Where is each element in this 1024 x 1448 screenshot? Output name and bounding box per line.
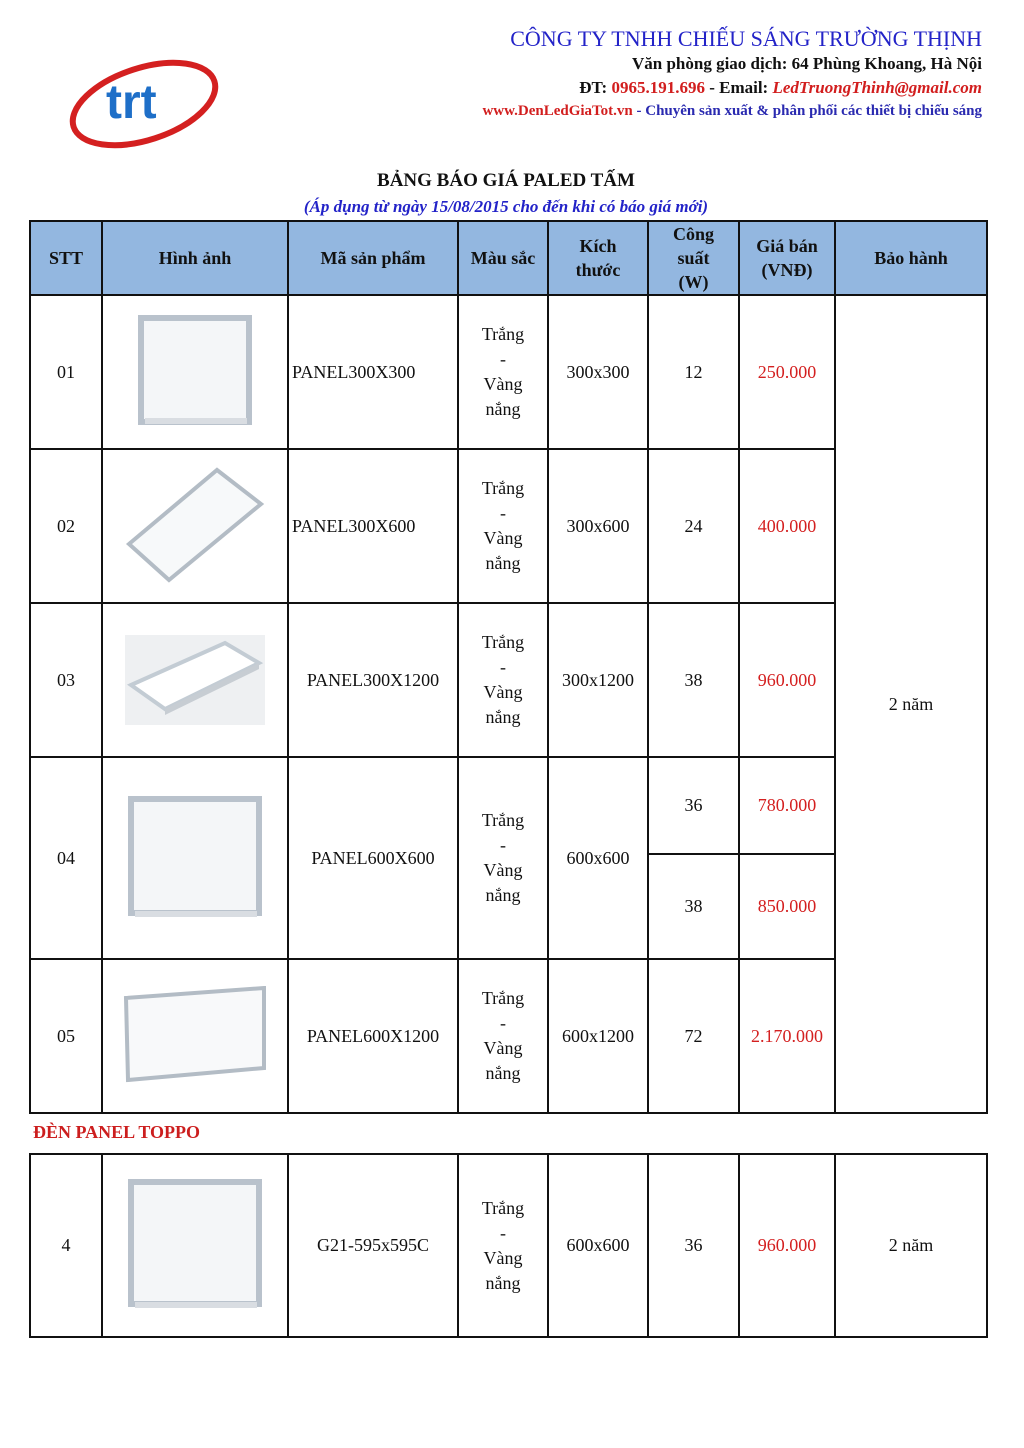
- product-image: [102, 603, 288, 757]
- document-title: BẢNG BÁO GIÁ PALED TẤM: [377, 170, 635, 191]
- cell-code: PANEL600X1200: [288, 959, 458, 1113]
- price-table: [29, 220, 988, 1114]
- company-address: Văn phòng giao dịch: 64 Phùng Khoang, Hà Nội: [631, 54, 982, 73]
- section-title: ĐÈN PANEL TOPPO: [33, 1122, 201, 1142]
- website-link[interactable]: www.DenLedGiaTot.vn: [482, 103, 633, 119]
- cell-power: 24: [648, 449, 739, 603]
- cell-color: Trắng - Vàng nắng: [458, 449, 548, 603]
- cell-stt: 03: [30, 603, 102, 757]
- cell-power: 38: [648, 603, 739, 757]
- header-image: Hình ảnh: [102, 221, 288, 295]
- panel-long-image: [125, 635, 265, 725]
- header-code: Mã sản phẩm: [288, 221, 458, 295]
- cell-price: 2.170.000: [739, 959, 835, 1113]
- panel-square-image: [135, 314, 255, 430]
- cell-code: PANEL300X600: [288, 449, 458, 603]
- cell-power: 38: [648, 854, 739, 959]
- table-row: [30, 295, 987, 449]
- cell-price: 850.000: [739, 854, 835, 959]
- header-power: Công suất (W): [648, 221, 739, 295]
- header-price: Giá bán (VNĐ): [739, 221, 835, 295]
- cell-warranty: 2 năm: [835, 1154, 987, 1337]
- cell-color: Trắng - Vàng nắng: [458, 1154, 548, 1337]
- logo-text: trt: [106, 76, 157, 129]
- company-contact: [482, 76, 982, 100]
- product-image: [102, 449, 288, 603]
- product-image: [102, 757, 288, 959]
- cell-size: 300x1200: [548, 603, 648, 757]
- email-address: LedTruongThinh@gmail.com: [772, 78, 982, 97]
- company-logo: [66, 58, 222, 154]
- document-subtitle: (Áp dụng từ ngày 15/08/2015 cho đến khi có báo giá mới): [303, 197, 709, 216]
- company-name: CÔNG TY TNHH CHIẾU SÁNG TRƯỜNG THỊNH: [510, 26, 982, 51]
- header-warranty: Bảo hành: [835, 221, 987, 295]
- cell-size: 600x1200: [548, 959, 648, 1113]
- company-header: [482, 26, 982, 122]
- cell-code: PANEL300X1200: [288, 603, 458, 757]
- cell-power: 36: [648, 1154, 739, 1337]
- header-color: Màu sắc: [458, 221, 548, 295]
- panel-toppo-image: [125, 1176, 265, 1316]
- cell-code: PANEL600X600: [288, 757, 458, 959]
- cell-color: Trắng - Vàng nắng: [458, 295, 548, 449]
- cell-stt: 04: [30, 757, 102, 959]
- cell-price: 400.000: [739, 449, 835, 603]
- email-label: - Email:: [704, 78, 773, 97]
- cell-warranty: 2 năm: [835, 295, 987, 1113]
- cell-size: 300x600: [548, 449, 648, 603]
- cell-price: 960.000: [739, 1154, 835, 1337]
- cell-price: 960.000: [739, 603, 835, 757]
- cell-price: 250.000: [739, 295, 835, 449]
- cell-power: 12: [648, 295, 739, 449]
- cell-color: Trắng - Vàng nắng: [458, 603, 548, 757]
- cell-stt: 4: [30, 1154, 102, 1337]
- product-image: [102, 959, 288, 1113]
- toppo-table: [29, 1153, 988, 1338]
- cell-code: G21-595x595C: [288, 1154, 458, 1337]
- product-image: [102, 1154, 288, 1337]
- phone-number: 0965.191.696: [611, 78, 705, 97]
- product-image: [102, 295, 288, 449]
- phone-label: ĐT:: [579, 78, 612, 97]
- header-size: Kích thước: [548, 221, 648, 295]
- header-stt: STT: [30, 221, 102, 295]
- cell-size: 600x600: [548, 1154, 648, 1337]
- cell-code: PANEL300X300: [288, 295, 458, 449]
- panel-rect-tilted-image: [125, 466, 265, 586]
- cell-color: Trắng - Vàng nắng: [458, 757, 548, 959]
- cell-size: 300x300: [548, 295, 648, 449]
- panel-square-large-image: [125, 793, 265, 923]
- company-slogan: - Chuyên sản xuất & phân phối các thiết bị chiếu sáng: [632, 103, 982, 119]
- cell-color: Trắng - Vàng nắng: [458, 959, 548, 1113]
- table-row: [30, 1154, 987, 1337]
- company-web: [482, 100, 982, 122]
- cell-stt: 05: [30, 959, 102, 1113]
- table-header-row: [30, 221, 987, 295]
- panel-wide-image: [122, 986, 268, 1086]
- cell-stt: 02: [30, 449, 102, 603]
- cell-price: 780.000: [739, 757, 835, 854]
- cell-stt: 01: [30, 295, 102, 449]
- cell-power: 36: [648, 757, 739, 854]
- cell-power: 72: [648, 959, 739, 1113]
- cell-size: 600x600: [548, 757, 648, 959]
